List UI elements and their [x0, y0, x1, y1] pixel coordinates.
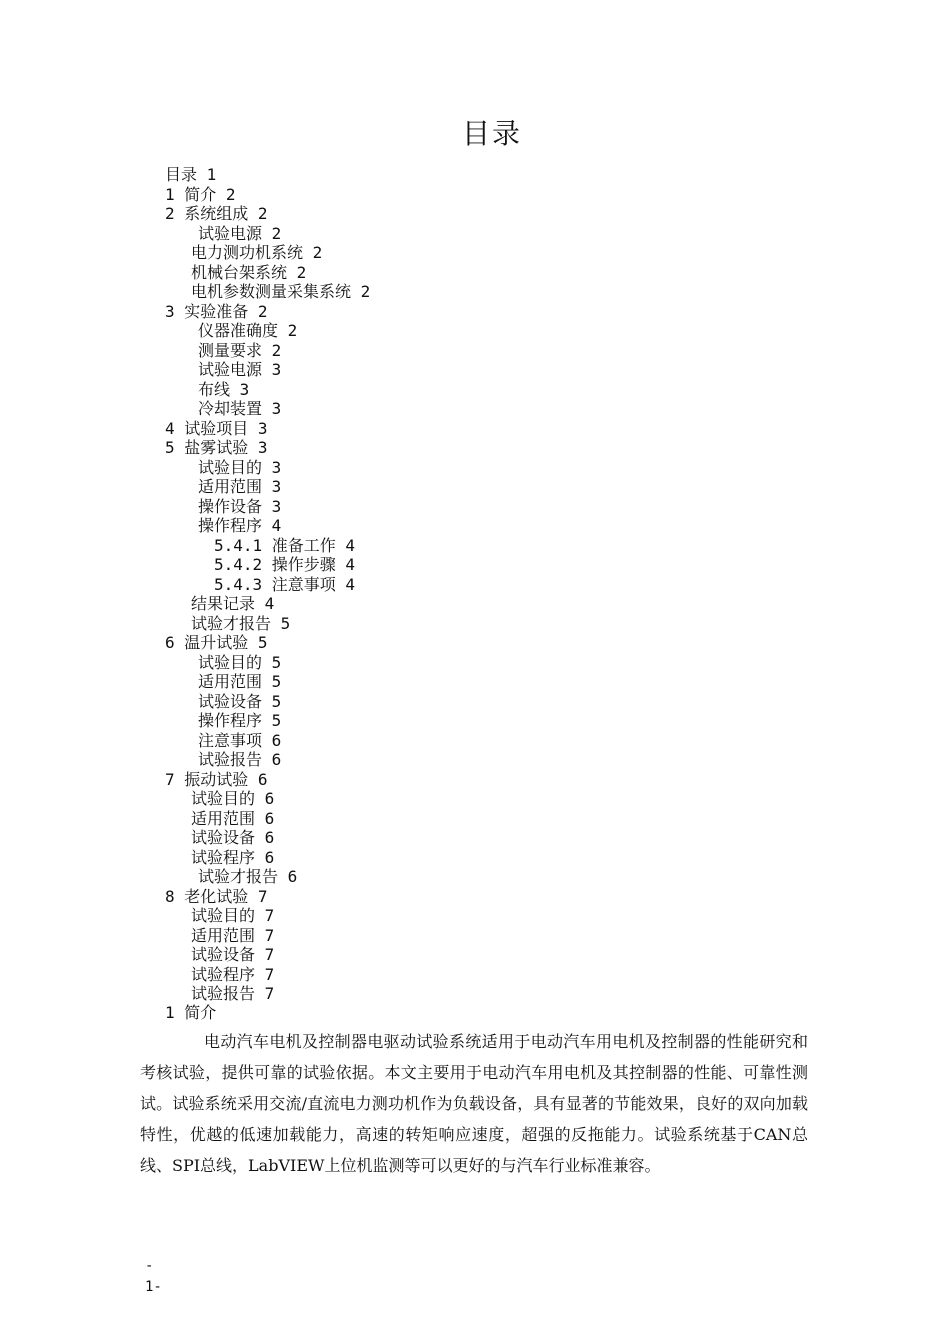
- toc-entry[interactable]: 目录 1: [165, 165, 217, 184]
- toc-entry[interactable]: 适用范围 3: [198, 477, 282, 496]
- page-title: 目录: [461, 117, 522, 150]
- toc-entry[interactable]: 试验报告 7: [191, 984, 275, 1003]
- toc-entry[interactable]: 布线 3: [198, 379, 250, 399]
- toc-entry[interactable]: 6 温升试验 5: [165, 633, 268, 652]
- toc-entry[interactable]: 电力测功机系统 2: [191, 243, 323, 262]
- toc-entry[interactable]: 试验才报告 6: [198, 867, 298, 886]
- toc-entry[interactable]: 试验程序 6: [191, 847, 275, 867]
- toc-entry[interactable]: 仪器准确度 2: [198, 321, 298, 340]
- toc-entry[interactable]: 5.4.3 注意事项 4: [214, 574, 356, 594]
- footer-dash: -: [145, 1258, 154, 1274]
- toc-entry[interactable]: 机械台架系统 2: [191, 262, 307, 282]
- toc-entry[interactable]: 8 老化试验 7: [165, 886, 268, 906]
- toc-entry[interactable]: 注意事项 6: [198, 730, 282, 750]
- toc-entry[interactable]: 试验设备 6: [191, 828, 275, 847]
- toc-entry[interactable]: 结果记录 4: [191, 594, 275, 613]
- toc-entry[interactable]: 试验目的 3: [198, 457, 282, 477]
- toc-entry[interactable]: 试验电源 2: [198, 223, 282, 243]
- toc-entry[interactable]: 试验程序 7: [191, 964, 275, 984]
- toc-entry[interactable]: 试验电源 3: [198, 360, 282, 379]
- toc-entry[interactable]: 试验设备 7: [191, 945, 275, 964]
- toc-entry[interactable]: 5.4.1 准备工作 4: [214, 535, 356, 555]
- toc-entry[interactable]: 试验目的 7: [191, 906, 275, 925]
- toc-entry[interactable]: 测量要求 2: [198, 340, 282, 360]
- toc-entry[interactable]: 操作程序 5: [198, 711, 282, 730]
- toc-entry[interactable]: 5.4.2 操作步骤 4: [214, 555, 356, 574]
- toc-entry[interactable]: 适用范围 7: [191, 925, 275, 945]
- toc-entry[interactable]: 适用范围 5: [198, 672, 282, 691]
- section-heading: 1 简介: [165, 1003, 217, 1022]
- toc-entry[interactable]: 5 盐雾试验 3: [165, 438, 268, 457]
- toc-entry[interactable]: 试验目的 6: [191, 789, 275, 808]
- section-paragraph: 电动汽车电机及控制器电驱动试验系统适用于电动汽车用电机及控制器的性能研究和考核试验，提供可靠的试验依据。本文主要用于电动汽车用电机及其控制器的性能、可靠性测试。试验系统采用交流/直流电力测功机作为负载设备，具有显著的节能效果，良好的双向加载特性，优越的低速加载能力，高速的转矩响应速度，超强的反拖能力。试验系统基于CAN总线、SPI总线，LabVIEW上位机监测等可以更好的与汽车行业标准兼容。: [140, 1032, 808, 1175]
- toc-entry[interactable]: 操作程序 4: [198, 516, 282, 535]
- toc-entry[interactable]: 7 振动试验 6: [165, 769, 268, 789]
- toc-entry[interactable]: 试验才报告 5: [191, 613, 291, 633]
- toc-entry[interactable]: 操作设备 3: [198, 496, 282, 516]
- page-number: 1-: [145, 1279, 162, 1295]
- toc-entry[interactable]: 试验目的 5: [198, 652, 282, 672]
- toc-entry[interactable]: 4 试验项目 3: [165, 418, 268, 438]
- toc-entry[interactable]: 3 实验准备 2: [165, 301, 268, 321]
- toc-entry[interactable]: 适用范围 6: [191, 808, 275, 828]
- toc-entry[interactable]: 电机参数测量采集系统 2: [191, 282, 371, 301]
- toc-entry[interactable]: 试验报告 6: [198, 750, 282, 769]
- toc-entry[interactable]: 2 系统组成 2: [165, 204, 268, 223]
- toc-entry[interactable]: 冷却装置 3: [198, 399, 282, 418]
- toc-entry[interactable]: 1 简介 2: [165, 184, 236, 204]
- toc-entry[interactable]: 试验设备 5: [198, 691, 282, 711]
